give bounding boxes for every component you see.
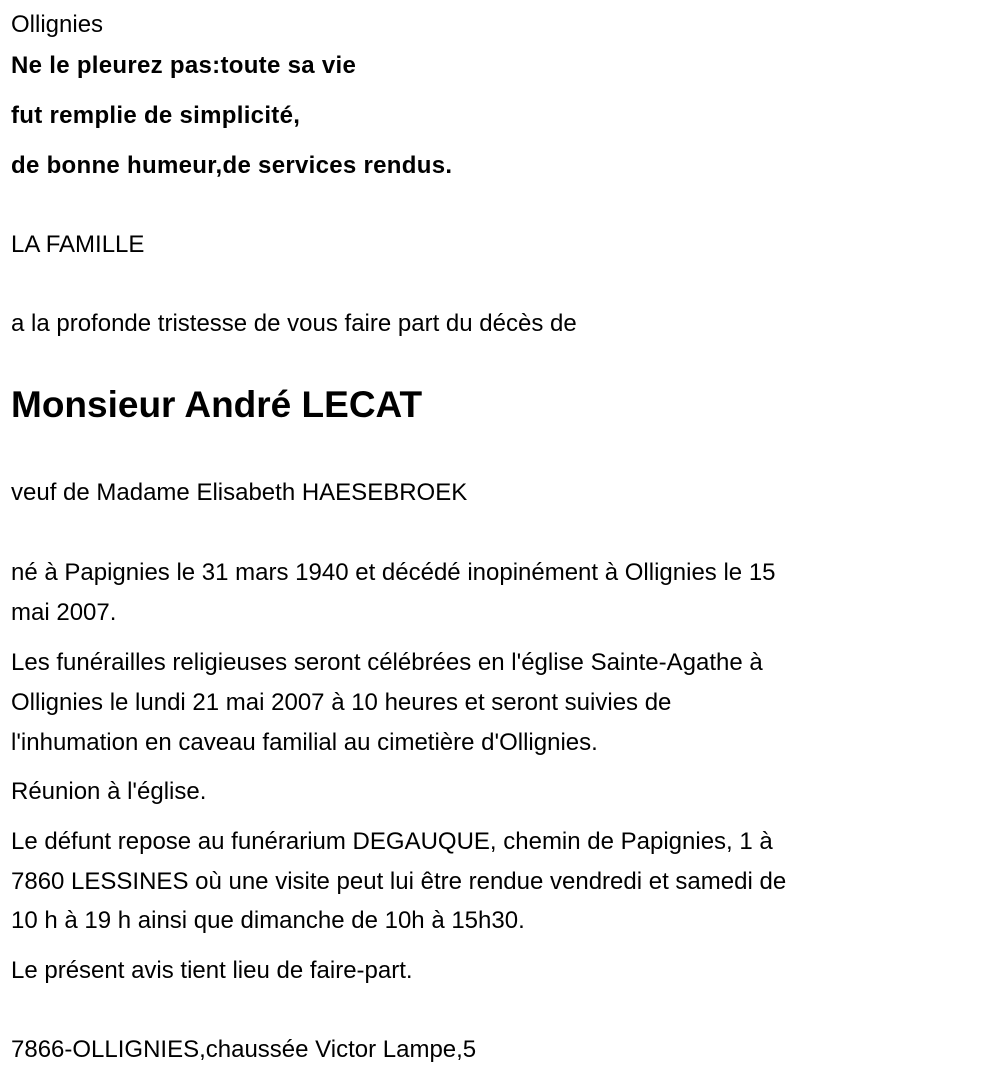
epigraph-line: Ne le pleurez pas:toute sa vie bbox=[11, 52, 357, 79]
deceased-name: Monsieur André LECAT bbox=[11, 384, 423, 425]
epigraph-line: fut remplie de simplicité, bbox=[11, 102, 301, 129]
meeting-text: Réunion à l'église. bbox=[11, 778, 207, 805]
family-address: 7866-OLLIGNIES,chaussée Victor Lampe,5 bbox=[11, 1036, 477, 1063]
funeral-line: Les funérailles religieuses seront célébrées en l'église Sainte-Agathe à bbox=[11, 649, 763, 676]
notice-text: Le présent avis tient lieu de faire-part. bbox=[11, 957, 413, 984]
epigraph-line: de bonne humeur,de services rendus. bbox=[11, 152, 453, 179]
place-heading: Ollignies bbox=[11, 11, 104, 38]
visitation-line: 7860 LESSINES où une visite peut lui être rendue vendredi et samedi de bbox=[11, 868, 787, 895]
family-label: LA FAMILLE bbox=[11, 231, 145, 258]
funeral-line: Ollignies le lundi 21 mai 2007 à 10 heures et seront suivies de bbox=[11, 689, 672, 716]
visitation-line: Le défunt repose au funérarium DEGAUQUE, chemin de Papignies, 1 à bbox=[11, 828, 773, 855]
birth-death-line: mai 2007. bbox=[11, 599, 117, 626]
announcement-text: a la profonde tristesse de vous faire part du décès de bbox=[11, 310, 577, 337]
birth-death-line: né à Papignies le 31 mars 1940 et décédé inopinément à Ollignies le 15 bbox=[11, 559, 776, 586]
funeral-line: l'inhumation en caveau familial au cimetière d'Ollignies. bbox=[11, 729, 598, 756]
visitation-line: 10 h à 19 h ainsi que dimanche de 10h à 15h30. bbox=[11, 907, 525, 934]
widower-text: veuf de Madame Elisabeth HAESEBROEK bbox=[11, 479, 468, 506]
